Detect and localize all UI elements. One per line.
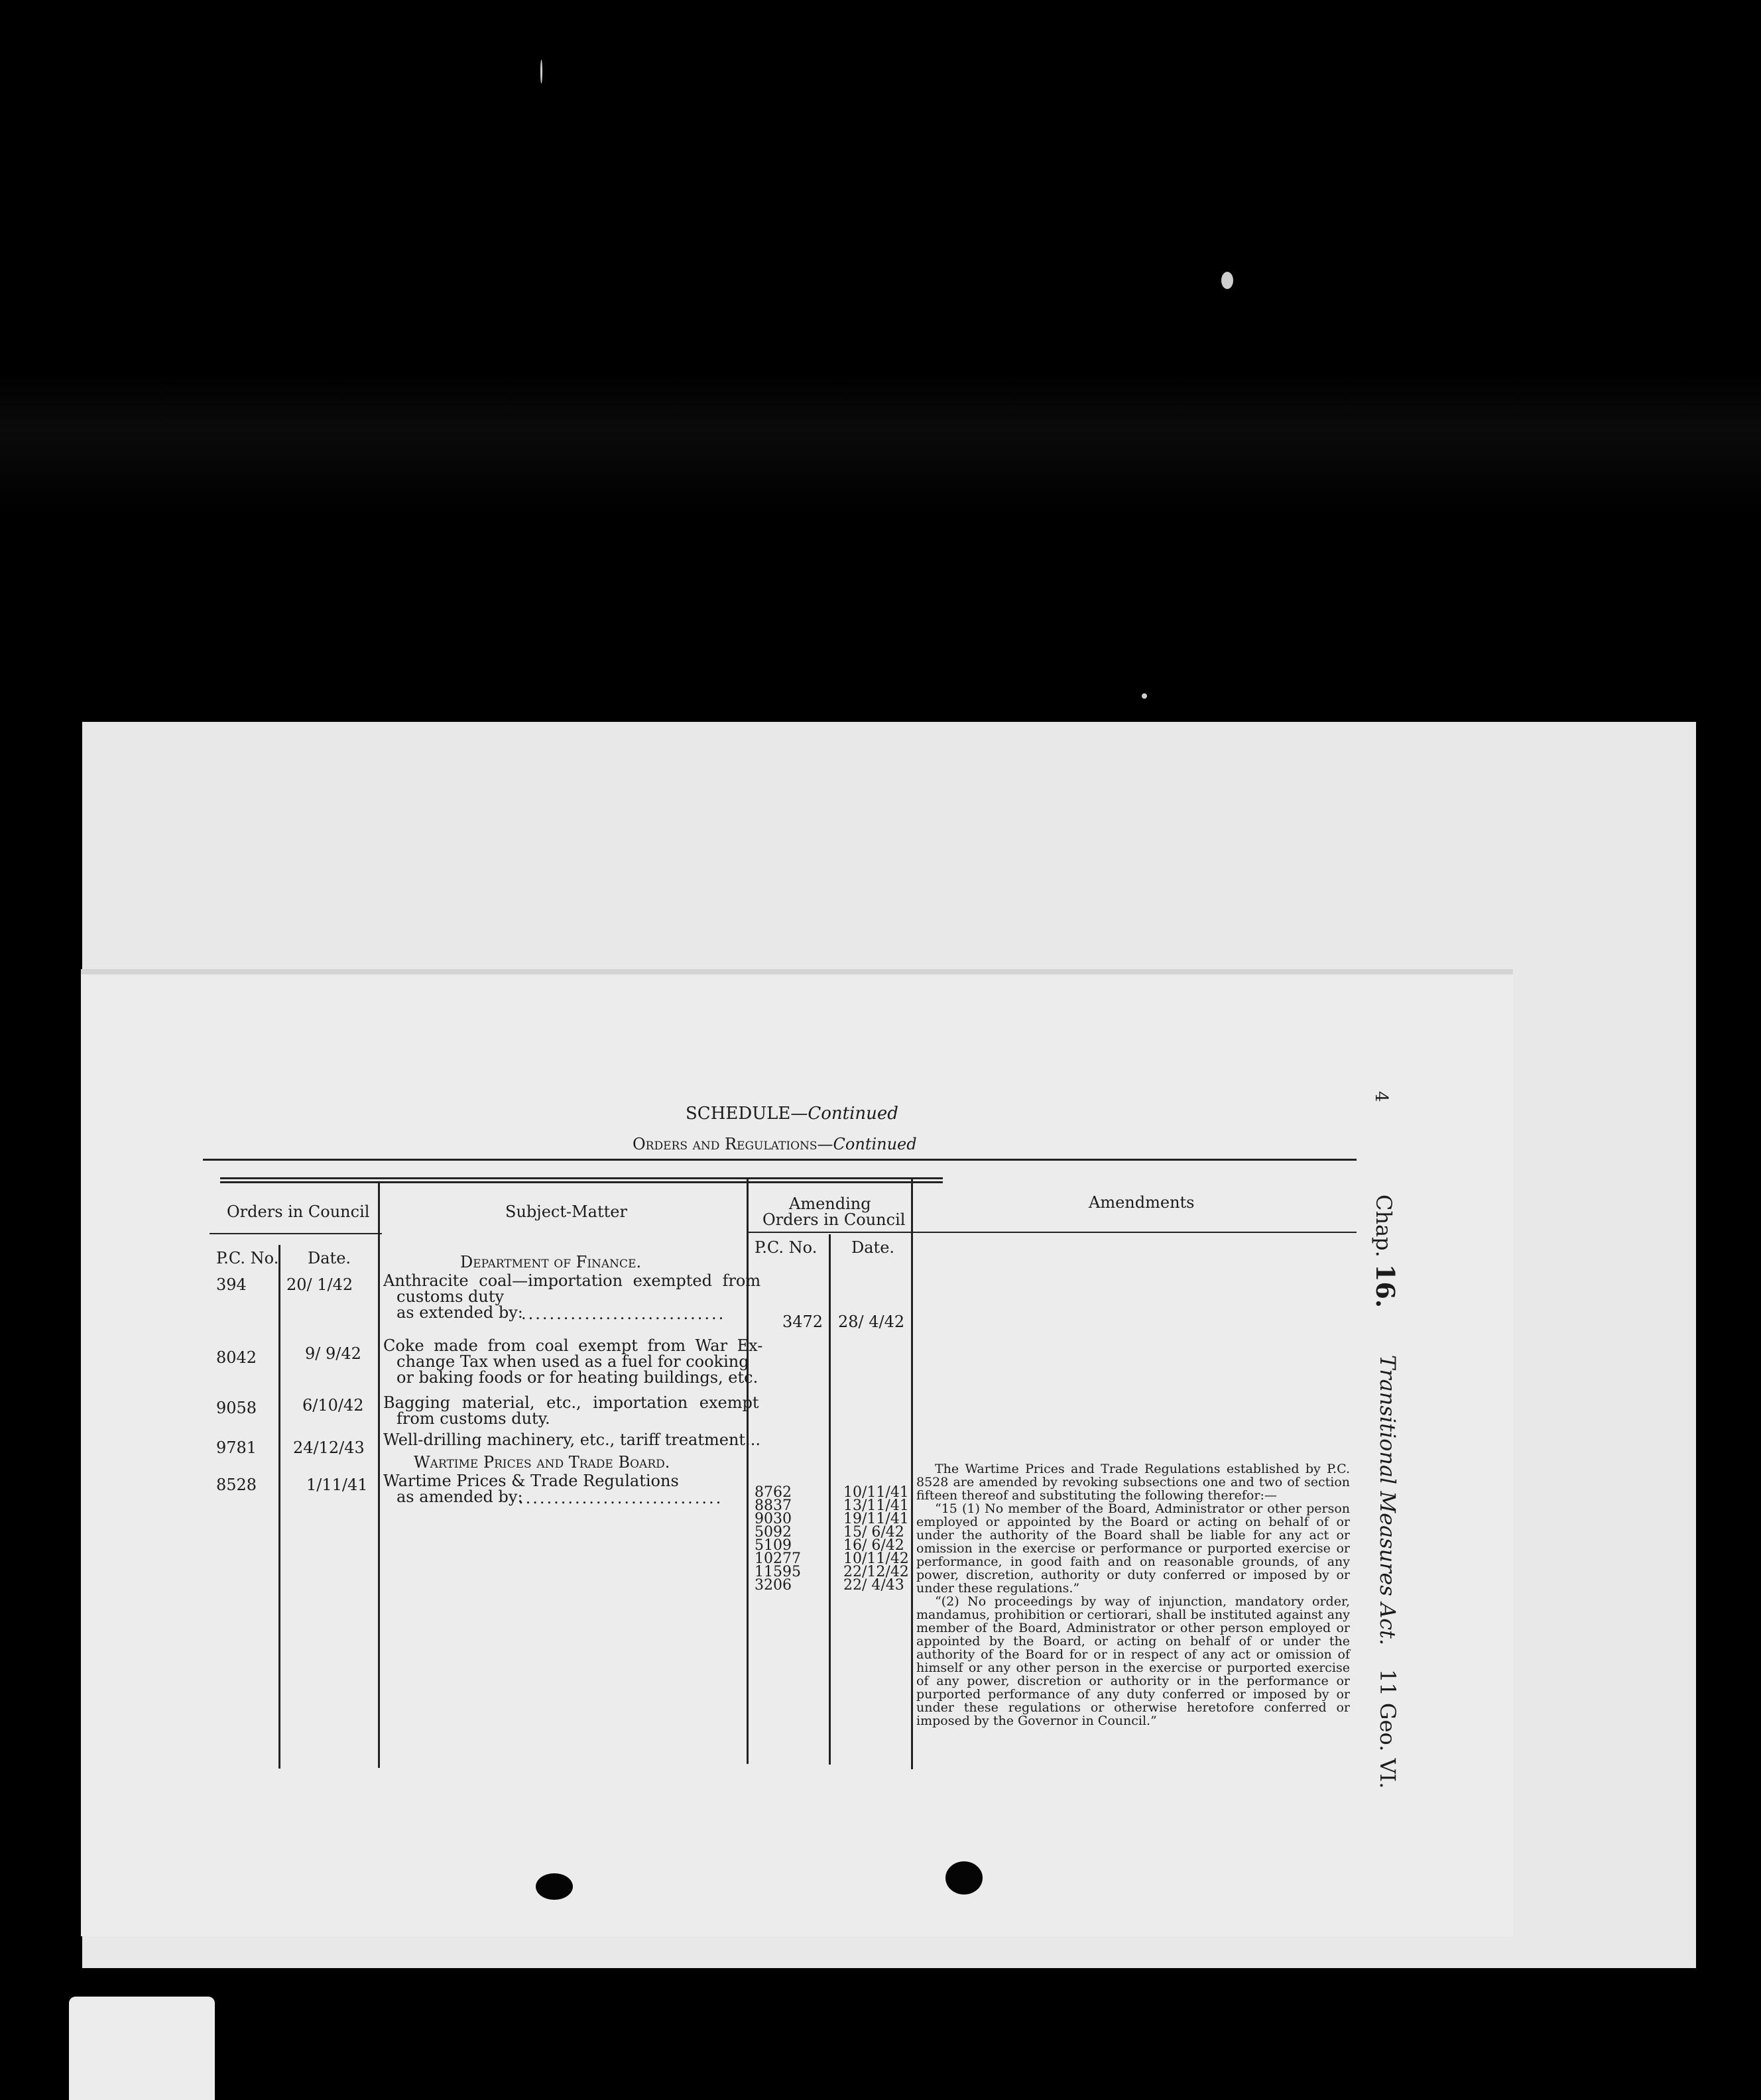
row-8042-date: 9/ 9/42 bbox=[305, 1344, 361, 1363]
amending-pc: 8762 bbox=[755, 1484, 792, 1501]
col-amending-pc-no: P.C. No. bbox=[755, 1238, 818, 1257]
amending-date: 10/11/41 bbox=[843, 1484, 909, 1501]
row-394-date: 20/ 1/42 bbox=[286, 1275, 353, 1294]
amending-pc: 11595 bbox=[755, 1564, 801, 1580]
amending-date: 15/ 6/42 bbox=[843, 1524, 904, 1541]
leader-dots: ............................. bbox=[521, 1305, 726, 1323]
amending-date: 22/12/42 bbox=[843, 1564, 909, 1580]
amending-date: 16/ 6/42 bbox=[843, 1537, 904, 1554]
col-subject-matter: Subject-Matter bbox=[505, 1202, 627, 1221]
row-8042-subject-2: change Tax when used as a fuel for cooking bbox=[396, 1352, 749, 1371]
front-sheet-edge bbox=[81, 969, 1513, 974]
paper-tab bbox=[69, 1997, 215, 2100]
row-394-pc: 394 bbox=[216, 1275, 247, 1294]
amending-pc: 8837 bbox=[755, 1497, 792, 1514]
amending-pc: 3206 bbox=[755, 1577, 792, 1594]
amending-pc: 5092 bbox=[755, 1524, 792, 1541]
row-9781-subject-1: Well-drilling machinery, etc., tariff treatment... bbox=[383, 1430, 760, 1449]
row-8042-subject-3: or baking foods or for heating buildings, etc. bbox=[396, 1368, 759, 1387]
col-line-5 bbox=[911, 1177, 913, 1769]
col-line-3 bbox=[747, 1177, 749, 1764]
rule-double-1 bbox=[220, 1177, 943, 1179]
row-9058-subject-2: from customs duty. bbox=[396, 1409, 550, 1428]
row-8528-date: 1/11/41 bbox=[306, 1476, 368, 1494]
row-394-subject-1: Anthracite coal—importation exempted from bbox=[383, 1271, 761, 1290]
amending-date: 19/11/41 bbox=[843, 1511, 909, 1527]
rule-double-2 bbox=[220, 1181, 943, 1183]
rule-top bbox=[203, 1159, 1357, 1161]
row-394-subject-3: as extended by: bbox=[396, 1303, 523, 1322]
leader-dots: ............................. bbox=[518, 1489, 723, 1507]
col-line-2 bbox=[378, 1181, 380, 1768]
col-amending-2: Orders in Council bbox=[762, 1210, 906, 1229]
amendments-text bbox=[916, 1462, 1350, 1727]
punch-hole bbox=[536, 1873, 573, 1900]
row-8042-subject-1: Coke made from coal exempt from War Ex- bbox=[383, 1336, 763, 1355]
schedule-page bbox=[190, 1084, 1357, 1804]
dust-speck bbox=[1221, 272, 1233, 289]
amending-pc: 10277 bbox=[755, 1550, 801, 1567]
row-8042-pc: 8042 bbox=[216, 1348, 257, 1367]
col-pc-no: P.C. No. bbox=[216, 1249, 279, 1267]
row-9058-pc: 9058 bbox=[216, 1399, 257, 1417]
col-amending-date: Date. bbox=[851, 1238, 895, 1257]
amending-pc: 5109 bbox=[755, 1537, 792, 1554]
col-amending-1: Amending bbox=[789, 1195, 871, 1213]
col-line-1 bbox=[278, 1245, 280, 1769]
amending-date: 22/ 4/43 bbox=[843, 1577, 904, 1594]
row-9058-subject-1: Bagging material, etc., importation exempt bbox=[383, 1393, 759, 1412]
running-head-page-no: 4 bbox=[1371, 1091, 1391, 1102]
row-9781-date: 24/12/43 bbox=[293, 1438, 365, 1457]
amendments-paragraph: “15 (1) No member of the Board, Administrator or other person employed or appointed by the Board or acting on behalf of or under the authority of the Board shall be liable for any act or omission in the exercise or performance or purported exercise or performance, in good faith and on reasonable grounds, of any power, discretion, authority or duty conferred or imposed by or under these regulations.” bbox=[916, 1501, 1350, 1596]
row-8528-subject-2: as amended by: bbox=[396, 1488, 523, 1506]
page-title: SCHEDULE—Continued bbox=[686, 1104, 898, 1124]
amending-date: 10/11/42 bbox=[843, 1550, 909, 1567]
running-head-regnal: 11 Geo. VI. bbox=[1375, 1669, 1400, 1789]
amending-date: 13/11/41 bbox=[843, 1497, 909, 1514]
row-8528-pc: 8528 bbox=[216, 1476, 257, 1494]
amendments-paragraph: The Wartime Prices and Trade Regulations established by P.C. 8528 are amended by revoking subsections one and two of section fifteen thereof and substituting the following therefor:— bbox=[916, 1462, 1350, 1503]
dark-band bbox=[0, 371, 1761, 517]
col-amendments: Amendments bbox=[1089, 1193, 1195, 1212]
row-394-amending-pc: 3472 bbox=[782, 1312, 823, 1331]
col-date: Date. bbox=[308, 1249, 351, 1267]
rule-orders-head bbox=[210, 1233, 382, 1234]
running-head-title: Transitional Measures Act. bbox=[1375, 1355, 1400, 1646]
amending-pc: 9030 bbox=[755, 1511, 792, 1527]
row-9781-pc: 9781 bbox=[216, 1438, 257, 1457]
col-line-4 bbox=[829, 1234, 831, 1765]
col-orders-in-council: Orders in Council bbox=[227, 1202, 370, 1221]
running-head-chap: Chap. 16. bbox=[1370, 1195, 1400, 1309]
department-wartime: Wartime Prices and Trade Board. bbox=[414, 1453, 670, 1472]
row-394-subject-2: customs duty bbox=[396, 1287, 505, 1306]
row-9058-date: 6/10/42 bbox=[302, 1396, 364, 1415]
department-finance: Department of Finance. bbox=[460, 1253, 642, 1271]
punch-hole bbox=[945, 1861, 983, 1895]
row-8528-subject-1: Wartime Prices & Trade Regulations bbox=[383, 1472, 679, 1490]
rule-amend-head bbox=[747, 1232, 1357, 1233]
dust-speck bbox=[540, 60, 542, 84]
amendments-paragraph: “(2) No proceedings by way of injunction, mandatory order, mandamus, prohibition or certiorari, shall be instituted against any member of the Board, Administrator or other person employed or appointed by the Board, or acting on behalf of or under the authority of the Board for or in respect of any act or omission of himself or any other person in the exercise or purported exercise of any power, discretion or authority or in the performance or purported performance of any duty conferred or imposed by or under these regulations or otherwise heretofore conferred or imposed by the Governor in Council.” bbox=[916, 1594, 1350, 1728]
page-subtitle: Orders and Regulations—Continued bbox=[633, 1135, 917, 1153]
row-394-amending-date: 28/ 4/42 bbox=[838, 1312, 905, 1331]
dust-speck bbox=[1142, 693, 1147, 699]
